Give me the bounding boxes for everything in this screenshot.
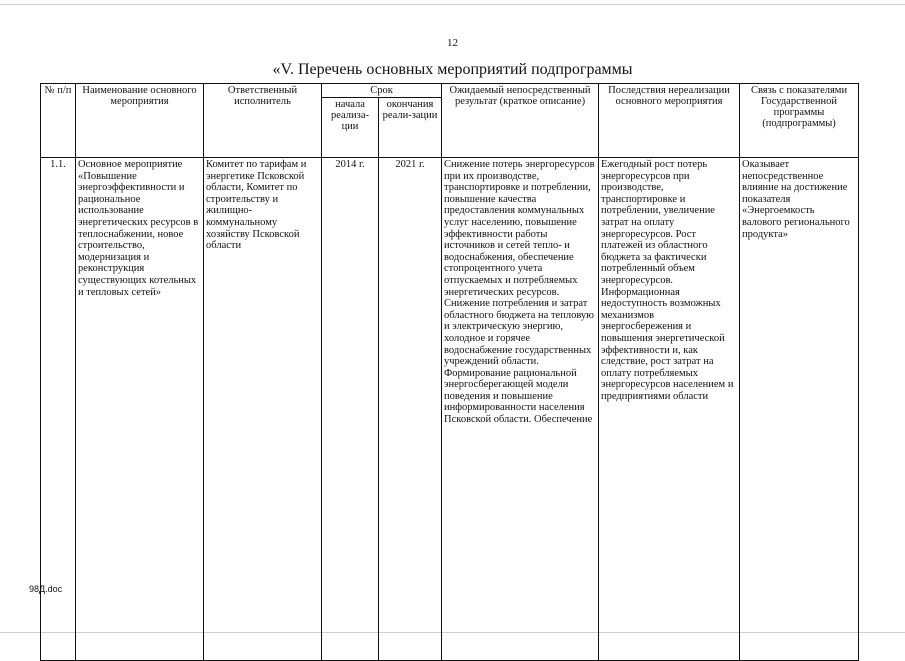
cell-name: Основное мероприятие «Повышение энергоэффективности и рациональное использование энергетических ресурсов в теплоснабжении, новое строительство, модернизация и реконструкция существующих котельных и тепловых сетей» — [76, 158, 204, 661]
header-executor: Ответственный исполнитель — [204, 84, 322, 158]
cell-executor: Комитет по тарифам и энергетике Псковской области, Комитет по строительству и жилищно-коммунальному хозяйству Псковской области — [204, 158, 322, 661]
cell-result: Снижение потерь энергоресурсов при их производстве, транспортировке и потреблении, повышение качества предоставления коммунальных услуг населению, повышение эффективности работы источников и сетей тепло- и водоснабжения, обеспечение стопроцентного учета отпускаемых и потребляемых энергетических ресурсов. Снижение потребления и затрат областного бюджета на тепловую и электрическую энергию, холодное и горячее водоснабжение государственных учреждений области. Формирование рациональной энергосберегающей модели поведения и повышение информированности населения Псковской области. Обеспечение — [442, 158, 599, 661]
header-link: Связь с показателями Государственной программы (подпрограммы) — [740, 84, 859, 158]
cell-link: Оказывает непосредственное влияние на достижение показателя «Энергоемкость валового регионального продукта» — [740, 158, 859, 661]
header-term-end: окончания реали-зации — [379, 98, 442, 158]
header-name: Наименование основного мероприятия — [76, 84, 204, 158]
section-title: «V. Перечень основных мероприятий подпрограммы — [272, 61, 633, 78]
header-consequences: Последствия нереализации основного мероприятия — [599, 84, 740, 158]
header-num: № п/п — [41, 84, 76, 158]
page-number: 12 — [447, 37, 458, 49]
header-result: Ожидаемый непосредственный результат (краткое описание) — [442, 84, 599, 158]
header-term-start: начала реализа-ции — [322, 98, 379, 158]
cell-consequences: Ежегодный рост потерь энергоресурсов при производстве, транспортировке и потреблении, увеличение затрат на оплату энергоресурсов. Рост платежей из областного бюджета за фактически потребленный объем энергоресурсов. Информационная недоступность возможных механизмов энергосбережения и повышения энергетической эффективности и, как следствие, рост затрат на оплату потребляемых энергоресурсов населением и предприятиями области — [599, 158, 740, 661]
cell-num: 1.1. — [41, 158, 76, 661]
header-row — [41, 84, 859, 98]
file-footer: 98Д.doc — [29, 584, 63, 594]
header-term: Срок — [322, 84, 442, 98]
scan-edge-top — [0, 4, 905, 5]
cell-start: 2014 г. — [322, 158, 379, 661]
measures-table — [40, 83, 859, 661]
cell-end: 2021 г. — [379, 158, 442, 661]
table-row — [41, 158, 859, 661]
